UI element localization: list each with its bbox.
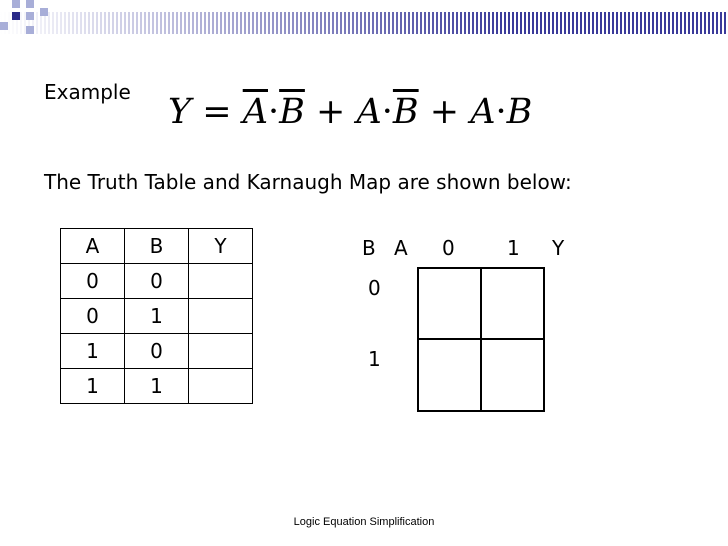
kmap-row-var: B [362,236,376,260]
table-cell: 0 [61,264,125,299]
eq-equals: = [202,92,232,132]
eq-term3-b: B [506,92,533,132]
table-cell: 1 [61,334,125,369]
table-cell: 0 [61,299,125,334]
table-row [61,299,253,334]
kmap-output-label: Y [552,236,565,260]
eq-plus: + [316,92,346,132]
kmap-row-label-1: 1 [368,347,381,371]
table-row [61,264,253,299]
table-header-y: Y [189,229,253,264]
table-row [61,369,253,404]
table-header-row [61,229,253,264]
header-decoration [0,0,728,36]
kmap-cell [481,268,544,339]
truth-table [60,228,253,404]
eq-term1-a: $\overline{A}$ [242,92,268,132]
eq-term2-a: A [356,92,382,132]
example-label: Example [44,80,131,104]
table-cell: 0 [125,264,189,299]
table-cell [189,264,253,299]
table-cell: 1 [125,299,189,334]
karnaugh-map [417,267,545,412]
table-cell [189,299,253,334]
kmap-row-label-0: 0 [368,276,381,300]
table-header-a: A [61,229,125,264]
eq-plus: + [429,92,460,132]
eq-term1-b: $\overline{B}$ [279,92,305,132]
eq-dot: · [268,92,280,132]
table-cell: 1 [61,369,125,404]
eq-term2-b: $\overline{B}$ [392,92,419,132]
intro-text: The Truth Table and Karnaugh Map are shown below: [44,170,572,194]
kmap-col-var: A [394,236,408,260]
eq-dot: · [495,92,507,132]
eq-lhs: Y [168,92,192,132]
table-cell [189,334,253,369]
kmap-col-label-1: 1 [507,236,520,260]
table-cell: 1 [125,369,189,404]
slide-footer: Logic Equation Simplification [293,516,435,528]
table-cell [189,369,253,404]
table-header-b: B [125,229,189,264]
eq-term3-a: A [470,92,496,132]
kmap-cell [481,339,544,411]
boolean-equation [168,92,532,132]
eq-dot: · [381,92,393,132]
table-cell: 0 [125,334,189,369]
kmap-col-label-0: 0 [442,236,455,260]
kmap-cell [418,339,481,411]
table-row [61,334,253,369]
kmap-cell [418,268,481,339]
